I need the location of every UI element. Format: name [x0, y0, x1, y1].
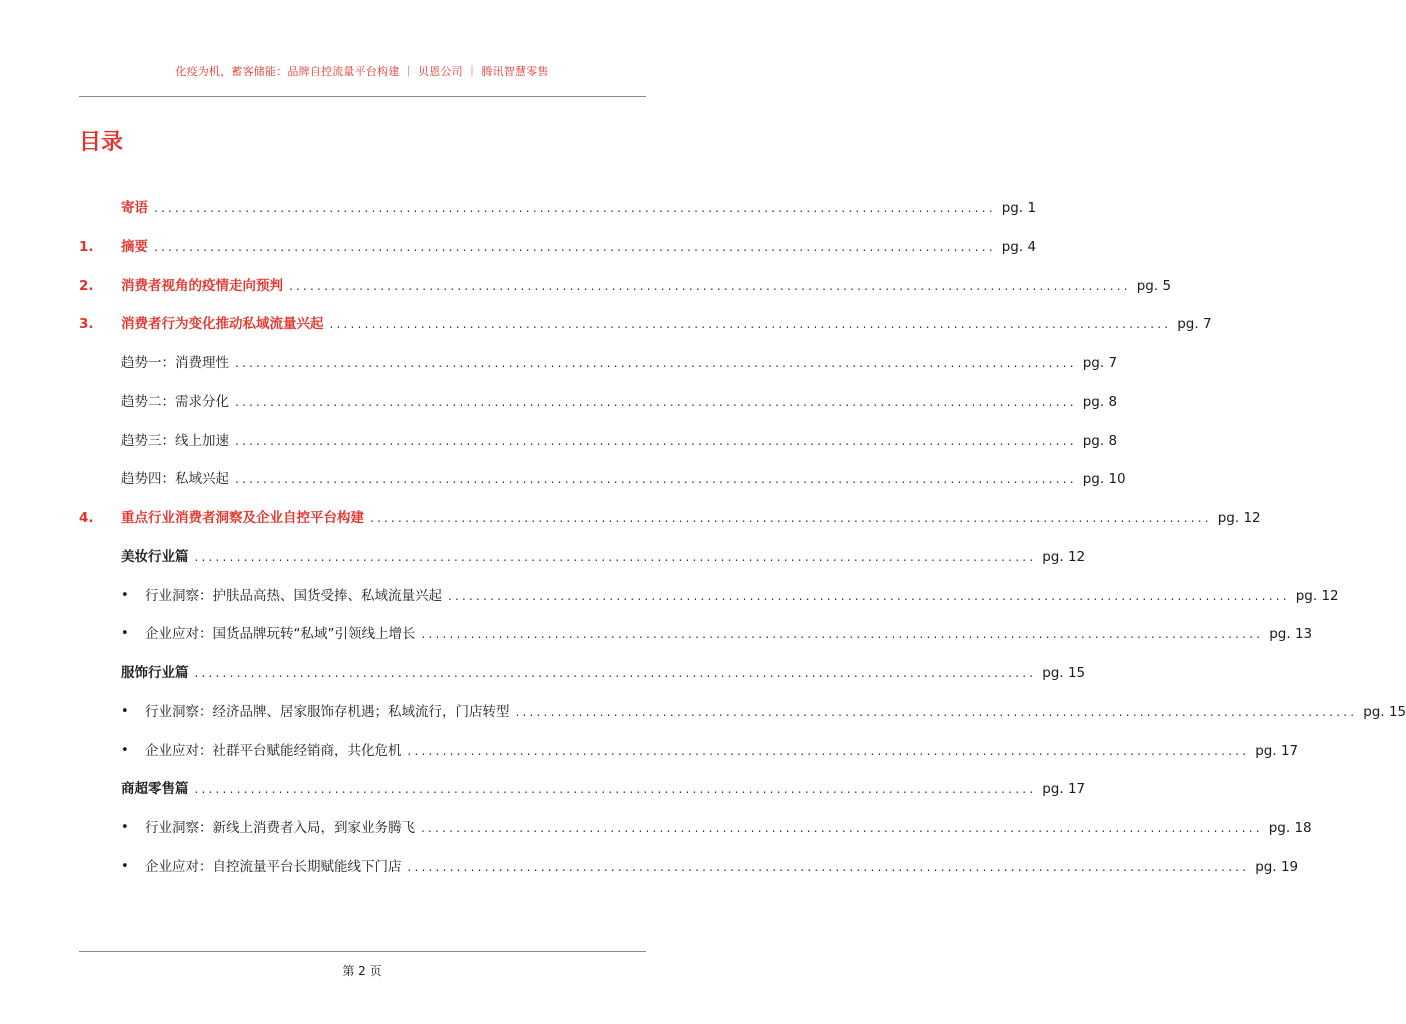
- header-divider: [79, 96, 646, 97]
- toc-entry-page: pg. 7: [1177, 316, 1212, 332]
- toc-entry-label: 企业应对：社群平台赋能经销商，共化危机: [145, 743, 402, 759]
- bullet-icon: •: [121, 626, 129, 641]
- toc-entry-page: pg. 5: [1136, 278, 1172, 294]
- dot-leader: ........................................................................................................................: [235, 395, 1077, 409]
- toc-entry-label: 行业洞察：经济品牌、居家服饰存机遇；私域流行，门店转型: [145, 704, 510, 720]
- toc-entry-page: pg. 15: [1363, 704, 1406, 720]
- dot-leader: ........................................................................................................................: [515, 705, 1358, 719]
- toc-entry-summary[interactable]: [0, 236, 1037, 258]
- toc-entry-beauty-response[interactable]: [0, 623, 1313, 645]
- toc-entry-label: 摘要: [121, 239, 148, 255]
- toc-entry-label: 服饰行业篇: [121, 665, 189, 681]
- toc-entry-number: 3.: [79, 316, 94, 332]
- toc-entry-consumer-behavior[interactable]: [0, 313, 1212, 335]
- toc-entry-retail-insight[interactable]: [0, 817, 1312, 839]
- toc-entry-trend-4[interactable]: [0, 468, 1126, 490]
- toc-entry-page: pg. 8: [1082, 394, 1118, 410]
- toc-entry-beauty[interactable]: [0, 546, 1086, 568]
- dot-leader: ........................................................................................................................: [421, 627, 1264, 641]
- dot-leader: ........................................................................................................................: [235, 472, 1077, 486]
- toc-title: 目录: [79, 130, 124, 155]
- running-header: 化疫为机，蓄客储能：品牌自控流量平台构建 ｜ 贝恩公司 ｜ 腾讯智慧零售: [175, 65, 549, 78]
- toc-entry-label: 美妆行业篇: [121, 549, 189, 565]
- dot-leader: ........................................................................................................................: [235, 356, 1077, 370]
- dot-leader: ........................................................................................................................: [407, 744, 1250, 758]
- dot-leader: ........................................................................................................................: [370, 511, 1212, 525]
- toc-entry-label: 寄语: [121, 200, 148, 216]
- dot-leader: ........................................................................................................................: [194, 550, 1037, 564]
- toc-entry-page: pg. 8: [1082, 433, 1118, 449]
- toc-entry-page: pg. 17: [1042, 781, 1086, 797]
- dot-leader: ........................................................................................................................: [194, 666, 1037, 680]
- toc-entry-trend-3[interactable]: [0, 430, 1118, 452]
- toc-entry-label: 重点行业消费者洞察及企业自控平台构建: [121, 510, 364, 526]
- toc-entry-label: 趋势一：消费理性: [121, 355, 229, 371]
- toc-entry-label: 企业应对：自控流量平台长期赋能线下门店: [145, 859, 402, 875]
- bullet-icon: •: [121, 859, 129, 874]
- bullet-icon: •: [121, 820, 129, 835]
- toc-entry-page: pg. 18: [1268, 820, 1312, 836]
- toc-entry-apparel-insight[interactable]: [0, 701, 1406, 723]
- dot-leader: ........................................................................................................................: [154, 201, 996, 215]
- toc-entry-label: 消费者行为变化推动私域流量兴起: [121, 316, 324, 332]
- toc-entry-number: 2.: [79, 278, 94, 294]
- toc-entry-label: 企业应对：国货品牌玩转“私域”引领线上增长: [145, 626, 416, 642]
- toc-entry-label: 趋势二：需求分化: [121, 394, 229, 410]
- toc-entry-label: 趋势三：线上加速: [121, 433, 229, 449]
- toc-entry-page: pg. 15: [1042, 665, 1086, 681]
- toc-entry-beauty-insight[interactable]: [0, 585, 1339, 607]
- dot-leader: ........................................................................................................................: [448, 589, 1290, 603]
- toc-entry-label: 行业洞察：新线上消费者入局，到家业务腾飞: [145, 820, 415, 836]
- toc-entry-page: pg. 17: [1255, 743, 1299, 759]
- toc-entry-label: 消费者视角的疫情走向预判: [121, 278, 283, 294]
- toc-entry-page: pg. 19: [1255, 859, 1299, 875]
- toc-entry-page: pg. 7: [1082, 355, 1118, 371]
- dot-leader: ........................................................................................................................: [154, 240, 996, 254]
- bullet-icon: •: [121, 588, 129, 603]
- dot-leader: ........................................................................................................................: [407, 860, 1250, 874]
- toc-entry-page: pg. 12: [1295, 588, 1339, 604]
- toc-entry-number: 1.: [79, 239, 94, 255]
- toc-entry-label: 趋势四：私域兴起: [121, 471, 229, 487]
- bullet-icon: •: [121, 704, 129, 719]
- toc-entry-apparel[interactable]: [0, 662, 1086, 684]
- toc-entry-label: 商超零售篇: [121, 781, 189, 797]
- toc-entry-page: pg. 13: [1269, 626, 1313, 642]
- toc-entry-page: pg. 12: [1042, 549, 1086, 565]
- toc-entry-trend-2[interactable]: [0, 391, 1118, 413]
- toc-entry-epidemic-outlook[interactable]: [0, 275, 1172, 297]
- footer-divider: [79, 951, 646, 952]
- dot-leader: ........................................................................................................................: [329, 317, 1172, 331]
- toc-entry-page: pg. 10: [1082, 471, 1126, 487]
- toc-entry-label: 行业洞察：护肤品高热、国货受捧、私域流量兴起: [145, 588, 442, 604]
- page-number: 第 2 页: [342, 964, 382, 978]
- dot-leader: ........................................................................................................................: [289, 279, 1131, 293]
- toc-entry-number: 4.: [79, 510, 94, 526]
- toc-entry-page: pg. 4: [1001, 239, 1037, 255]
- bullet-icon: •: [121, 743, 129, 758]
- toc-entry-page: pg. 1: [1001, 200, 1037, 216]
- toc-entry-apparel-response[interactable]: [0, 740, 1299, 762]
- dot-leader: ........................................................................................................................: [421, 821, 1263, 835]
- toc-entry-trend-1[interactable]: [0, 352, 1118, 374]
- toc-entry-retail[interactable]: [0, 778, 1086, 800]
- dot-leader: ........................................................................................................................: [235, 434, 1077, 448]
- dot-leader: ........................................................................................................................: [194, 782, 1037, 796]
- toc-entry-retail-response[interactable]: [0, 856, 1299, 878]
- toc-entry-foreword[interactable]: [0, 197, 1037, 219]
- toc-entry-page: pg. 12: [1217, 510, 1261, 526]
- toc-entry-industry-insights[interactable]: [0, 507, 1261, 529]
